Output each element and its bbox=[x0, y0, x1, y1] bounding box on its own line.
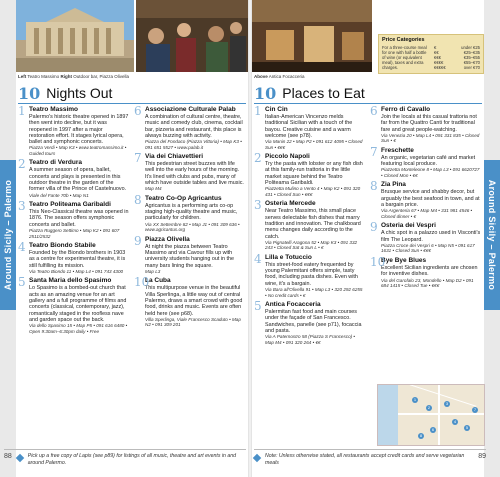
map-pin: 7 bbox=[473, 407, 477, 412]
list-item: 6 Ferro di Cavallo Join the locals at this casual trattoria not far from the Quattro Canti for traditional fare and great people-watching. Via Venezia 20 • Map L4 • 091 331 835 • Closed Sun • € bbox=[370, 104, 480, 144]
entry-description: Palermo's historic theatre opened in 1897 then went into decline, but it was reopened in 1997 after a major restoration effort. It stages lyrical opera, ballet and symphonic concerts. bbox=[29, 114, 129, 146]
price-box-title: Price Categories bbox=[382, 37, 425, 43]
entry-address: Via Bara all'Olivella 91 • Map L3 • 320 292 6255 • No credit cards • € bbox=[265, 287, 363, 298]
section-tab-text: Around Sicily – Palermo bbox=[487, 179, 497, 291]
entry-title: Cin Cin bbox=[265, 106, 288, 113]
header-rule bbox=[18, 103, 246, 104]
entry-description: Agricantus is a performing arts co-op staging high-quality theatre and music, particularly for children. bbox=[145, 202, 238, 222]
entry-description: Italian-American Vincenzo melds traditional Sicilian with a touch of the bayou. Creative cuisine and a warm welcome (see p78). bbox=[265, 114, 353, 139]
left-photo-row bbox=[16, 0, 248, 72]
list-item: 1 Cin Cin Italian-American Vincenzo melds traditional Sicilian with a touch of the bayou. Creative cuisine and a warm welcome (see p78). Via Manin 22 • Map P2 • 091 612 4095 • Closed Sun • €€€ bbox=[254, 106, 365, 150]
entry-title: Bye Bye Blues bbox=[381, 256, 427, 264]
right-section-header bbox=[254, 84, 365, 102]
section-tab-label bbox=[0, 160, 16, 310]
entry-title: Osteria dei Vespri bbox=[381, 222, 436, 230]
entry-description: This multipurpose venue in the beautiful Villa Sperlinga, a little way out of central Palermo, draws a smart crowd with good food, drinks and music. Events are often held here (see p68). bbox=[145, 285, 243, 317]
map-pin: 6 bbox=[431, 427, 435, 432]
footer-note: Pick up a free copy of Lapis (see p89) for listings of all music, theatre and art events in and around Palermo. bbox=[27, 453, 236, 466]
entry-description: Founded by the Biondo brothers in 1903 as a centre for experimental theatre, it is still fulfilling its mission. bbox=[29, 250, 126, 269]
entry-address: Map M4 bbox=[145, 186, 162, 192]
header-rule bbox=[254, 103, 482, 104]
list-item: 9 Osteria dei Vespri A chic spot in a palazzo used in Visconti's film The Leopard. Piazza Croce dei Vespri 6 • Map N5 • 091 617 1631 • Closed Sun • €€€ bbox=[370, 220, 481, 254]
map-sea bbox=[378, 385, 398, 446]
entry-title: Antica Focacceria bbox=[265, 301, 321, 309]
entry-title: Ferro di Cavallo bbox=[381, 106, 431, 113]
page-number: 88 bbox=[4, 453, 12, 460]
list-item: 7 Via dei Chiavettieri This pedestrian street buzzes with life well into the early hours of the morning. It's lined with clubs and pubs, many of which have outside tables and live music. Map M4 bbox=[134, 151, 244, 192]
list-item: 8 Zia Pina Brusque service and shabby decor, but arguably the best seafood in town, and at a bargain price. Via Argenteria 67 • Map M4 • 331 981 4546 • Closed dinner • € bbox=[370, 179, 480, 219]
right-column-1 bbox=[254, 106, 365, 348]
entry-description: Brusque service and shabby decor, but arguably the best seafood in town, and at a bargain price. bbox=[381, 189, 480, 209]
list-item: 10 Bye Bye Blues Excellent Sicilian ingredients are chosen for inventive dishes. Via del Garofalo 23, Mondello • Map D2 • 091 684 1415 • Closed Tue • €€€ bbox=[370, 257, 481, 289]
caption-label-2: Right bbox=[60, 74, 72, 79]
entry-address: Via Argenteria 67 • Map M4 • 331 981 4546 • Closed dinner • € bbox=[381, 208, 473, 219]
section-title: Places to Eat bbox=[282, 85, 365, 101]
list-item: 4 Lilla e Totuccio This street-food eatery frequented by young Palermitani offers simple, tasty food, including pasta dishes. Even with wine, it's a bargain. Via Bara all'Olivella 91 • Map L3 • 320 292 6255 • No credit cards • € bbox=[254, 254, 365, 298]
left-column-2 bbox=[134, 106, 245, 331]
caption-text: Teatro Massimo bbox=[27, 74, 60, 79]
section-title: Nights Out bbox=[46, 85, 113, 101]
section-number: 10 bbox=[18, 83, 41, 103]
price-box-description: For a three-course meal for one with half a bottle of wine (or equivalent meal), taxes and extra charges. bbox=[382, 45, 427, 70]
entry-address: Piazza Ruggero Settimo • Map K2 • 091 607 2511/2532 bbox=[29, 228, 120, 239]
entry-description: At night the piazza between Teatro Massimo and via Cavour fills up with university students hanging out in the many bars lining the square. bbox=[145, 243, 235, 269]
entry-description: An organic, vegetarian café and market featuring local produce. bbox=[381, 154, 476, 168]
map-pin: 2 bbox=[427, 405, 431, 410]
list-item: 8 Teatro Co-Op Agricantus Agricantus is a performing arts co-op staging high-quality theatre and music, particularly for children. Via XX Settembre 82 • Map J1 • 091 309 636 • www.agricantus.org bbox=[134, 195, 245, 233]
locator-map bbox=[377, 384, 485, 446]
list-item: 1 Teatro Massimo Palermo's historic theatre opened in 1897 then went into decline, but it was reopened in 1997 after a major restoration effort. It stages lyrical opera, ballet and symphonic concerts. Piazza Verdi • Map K3 • www.teatromassimo.it • Guided tours bbox=[18, 104, 129, 156]
section-number: 10 bbox=[254, 83, 277, 103]
entry-description: A chic spot in a palazzo used in Visconti's film The Leopard. bbox=[381, 230, 481, 243]
map-pin: 1 bbox=[413, 397, 417, 402]
entry-title: Santa Maria dello Spasimo bbox=[29, 277, 112, 285]
entry-description: This street-food eatery frequented by young Palermitani offers simple, tasty food, including pasta dishes. Even with wine, it's a bargain. bbox=[265, 261, 358, 287]
entry-title: Piccolo Napoli bbox=[265, 153, 310, 161]
price-tier: €€€ €35–€55 bbox=[434, 55, 480, 60]
entry-address: Via Teatro Biondo 11 • Map L4 • 091 743 4300 bbox=[29, 268, 124, 274]
map-pin: 4 bbox=[453, 419, 457, 424]
outdoor-bar-photo bbox=[136, 0, 248, 72]
entry-description: Join the locals at this casual trattoria not far from the Quattro Canti for traditional fare and great people-watching. bbox=[381, 114, 477, 133]
entry-title: Associazione Culturale Palab bbox=[145, 106, 236, 113]
price-categories-box bbox=[378, 34, 484, 74]
antica-focacceria-photo bbox=[252, 0, 372, 72]
left-photo-caption bbox=[18, 74, 129, 79]
entry-title: La Cuba bbox=[145, 277, 171, 285]
right-footer bbox=[254, 449, 486, 475]
entry-title: Piazza Olivella bbox=[145, 235, 190, 243]
list-item: 2 Piccolo Napoli Try the pasta with lobster or any fish dish at this family-run trattoria in the little market square behind the Teatro Politeama Garibaldi. Piazzetta Mulino a Vento 4 • Map K2 • 091 320 431 • Closed Sun • €€€ bbox=[254, 153, 365, 197]
entry-address: Piazzetta Mulino a Vento 4 • Map K2 • 091 320 431 • Closed Sun • €€€ bbox=[265, 186, 361, 197]
list-item: 5 Santa Maria dello Spasimo Lo Spasimo is a bombed-out church that acts as an amazing venue for an art gallery and a full programme of films and concerts (classical, contemporary, jazz), romantically staged in the roofless nave and garden space out the back. Via dello Spasimo 15 • Map P5 • 091 616 6480 • Open 9:30am–6:30pm daily • Free bbox=[18, 275, 128, 334]
entry-description: A combination of cultural centre, theatre, music and comedy club, cinema, cocktail bar, pizzeria and restaurant, this place is always buzzing with activity. bbox=[145, 114, 243, 139]
entry-description: Near Teatro Massimo, this small place serves delectable fish dishes that marry tradition and innovation. The chalkboard menu changes daily according to the catch. bbox=[265, 208, 361, 240]
side-tab-left bbox=[0, 0, 16, 477]
entry-address: Piazza Verdi • Map K3 • www.teatromassimo.it • Guided tours bbox=[29, 145, 127, 156]
entry-address: Via A Paternostro 58 (Piazza S Francesco) • Map M4 • 091 320 264 • €€ bbox=[265, 334, 356, 345]
entry-title: Teatro Co-Op Agricantus bbox=[145, 194, 222, 202]
entry-description: Lo Spasimo is a bombed-out church that acts as an amazing venue for an art gallery and a full programme of films and concerts (classical, contemporary, jazz), romantically staged in the roofless nave and garden space out the back. bbox=[29, 285, 127, 323]
entry-title: Lilla e Totuccio bbox=[265, 253, 312, 261]
map-road bbox=[398, 413, 485, 415]
entry-title: Teatro Massimo bbox=[29, 106, 79, 113]
list-item: 3 Teatro Politeama Garibaldi This Neo-Classical theatre was opened in 1876. The season offers symphonic concerts and ballet. Piazza Ruggero Settimo • Map K2 • 091 607 2511/2532 bbox=[18, 199, 129, 239]
right-column-2 bbox=[370, 106, 481, 292]
entry-address: Via Manin 22 • Map P2 • 091 612 4095 • Closed Sun • €€€ bbox=[265, 139, 363, 150]
price-tier: €€€€ €55–€70 bbox=[434, 60, 480, 65]
entry-address: Via Pignatelli Aragona 52 • Map K3 • 091 332 243 • Closed Sat & Sun L • € bbox=[265, 239, 358, 251]
price-tier: € under €25 bbox=[434, 45, 480, 50]
price-tiers bbox=[434, 45, 480, 70]
list-item: 2 Teatro di Verdura A summer season of opera, ballet, concerts and plays is presented in this outdoor theatre in the garden of the former villa of the Prince of Castelnuovo. Viale del Fante 70b • Map N1 bbox=[18, 159, 129, 198]
list-item: 9 Piazza Olivella At night the piazza between Teatro Massimo and via Cavour fills up with university students hanging out in the many bars lining the square. Map L3 bbox=[134, 236, 245, 275]
map-pin: 5 bbox=[465, 425, 469, 430]
entry-description: This Neo-Classical theatre was opened in 1876. The season offers symphonic concerts and ballet. bbox=[29, 209, 129, 228]
entry-title: Teatro Biondo Stabile bbox=[29, 242, 96, 250]
map-road bbox=[410, 384, 477, 407]
list-item: 7 Freschette An organic, vegetarian café and market featuring local produce. Piazzetta Monteleone 8 • Map L3 • 091 6620727 • Closed Mon • €€ bbox=[370, 144, 480, 178]
list-item: 4 Teatro Biondo Stabile Founded by the Biondo brothers in 1903 as a centre for experimental theatre, it is still fulfilling its mission. Via Teatro Biondo 11 • Map L4 • 091 743 4300 bbox=[18, 242, 129, 274]
entry-address: Via XX Settembre 82 • Map J1 • 091 309 636 • www.agricantus.org bbox=[145, 221, 240, 233]
map-pin: 8 bbox=[419, 433, 423, 438]
right-photo-caption bbox=[254, 74, 305, 79]
list-item: 10 La Cuba This multipurpose venue in the beautiful Villa Sperlinga, a little way out of central Palermo, draws a smart crowd with good food, drinks and music. Events are often held here (see p68). Villa Sperlinga, Viale Francesco Scaduto • Map N2 • 091 309 201 bbox=[134, 277, 245, 327]
right-page bbox=[250, 0, 500, 477]
caption-text: Antica Focacceria bbox=[268, 74, 305, 79]
caption-label: Above bbox=[254, 74, 268, 79]
entry-address: Piazza Croce dei Vespri 6 • Map N5 • 091 617 1631 • Closed Sun • €€€ bbox=[381, 242, 475, 254]
entry-address: Via Venezia 20 • Map L4 • 091 331 835 • Closed Sun • € bbox=[381, 132, 480, 144]
section-tab-text: Around Sicily – Palermo bbox=[3, 179, 13, 291]
section-tab-label bbox=[484, 160, 500, 310]
diamond-icon bbox=[16, 454, 24, 462]
entry-description: Excellent Sicilian ingredients are chosen for inventive dishes. bbox=[381, 264, 478, 278]
left-column-1 bbox=[18, 106, 129, 337]
teatro-massimo-photo bbox=[16, 0, 134, 72]
list-item: 5 Antica Focacceria Palermitan fast food and main courses under the façade of San Francesco. Sandwiches, panelle (see p71), focaccia and pasta. Via A Paternostro 58 (Piazza S Francesco) • Map M4 • 091 320 264 • €€ bbox=[254, 301, 365, 345]
page-number: 89 bbox=[478, 453, 486, 460]
entry-title: Teatro di Verdura bbox=[29, 159, 82, 167]
entry-title: Osteria Mercede bbox=[265, 200, 316, 208]
caption-text-2: Outdoor bar, Piazza Olivella bbox=[73, 74, 129, 79]
footer-note: Note: Unless otherwise stated, all restaurants accept credit cards and serve vegetarian meals bbox=[265, 453, 465, 466]
entry-address: Via dello Spasimo 15 • Map P5 • 091 616 6480 • Open 9:30am–6:30pm daily • Free bbox=[29, 323, 128, 334]
entry-description: Try the pasta with lobster or any fish dish at this family-run trattoria in the little market square behind the Teatro Politeama Garibaldi. bbox=[265, 161, 363, 187]
entry-title: Via dei Chiavettieri bbox=[145, 153, 204, 161]
entry-description: A summer season of opera, ballet, concerts and plays is presented in this outdoor theatre in the garden of the former villa of the Prince of Castelnuovo. bbox=[29, 167, 127, 193]
entry-title: Zia Pina bbox=[381, 181, 406, 189]
list-item: 3 Osteria Mercede Near Teatro Massimo, this small place serves delectable fish dishes that marry tradition and innovation. The chalkboard menu changes daily according to the catch. Via Pignatelli Aragona 52 • Map K3 • 091 332 243 • Closed Sat & Sun L • € bbox=[254, 200, 365, 250]
left-footer bbox=[4, 449, 246, 475]
right-photo-row bbox=[252, 0, 372, 72]
entry-description: Palermitan fast food and main courses under the façade of San Francesco. Sandwiches, panelle (see p71), focaccia and pasta. bbox=[265, 309, 362, 334]
list-item: 6 Associazione Culturale Palab A combination of cultural centre, theatre, music and comedy club, cinema, cocktail bar, pizzeria and restaurant, this place is always buzzing with activity. Piazza del Fondaco (Piazza Vittoria) • Map K3 • 091 651 5527 • www.palab.it bbox=[134, 106, 245, 150]
entry-address: Via del Garofalo 23, Mondello • Map D2 • 091 684 1415 • Closed Tue • €€€ bbox=[381, 277, 474, 289]
entry-address: Piazza del Fondaco (Piazza Vittoria) • Map K3 • 091 651 5527 • www.palab.it bbox=[145, 139, 242, 150]
diamond-icon bbox=[253, 454, 261, 462]
entry-title: Teatro Politeama Garibaldi bbox=[29, 201, 111, 209]
entry-address: Villa Sperlinga, Viale Francesco Scaduto • Map N2 • 091 309 201 bbox=[145, 316, 241, 328]
entry-address: Map L3 bbox=[145, 268, 161, 274]
entry-description: This pedestrian street buzzes with life well into the early hours of the morning. It's lined with clubs and pubs, many of which have outside tables and live music. bbox=[145, 161, 244, 187]
map-pin: 3 bbox=[445, 401, 449, 406]
price-tier: €€ €25–€35 bbox=[434, 50, 480, 55]
left-section-header bbox=[18, 84, 112, 102]
entry-address: Piazzetta Monteleone 8 • Map L3 • 091 6620727 • Closed Mon • €€ bbox=[381, 167, 480, 178]
entry-title: Freschette bbox=[381, 146, 414, 154]
caption-label: Left bbox=[18, 74, 27, 79]
entry-address: Viale del Fante 70b • Map N1 bbox=[29, 192, 89, 198]
price-tier: €€€€€ over €70 bbox=[434, 65, 480, 70]
side-tab-right bbox=[484, 0, 500, 477]
